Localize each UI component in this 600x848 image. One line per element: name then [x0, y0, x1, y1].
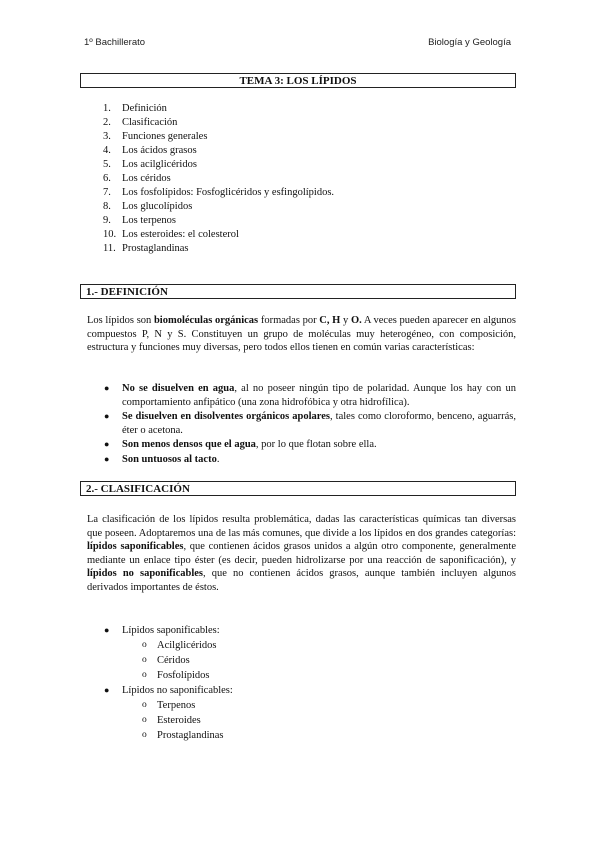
bold-term: biomoléculas orgánicas: [153, 315, 259, 326]
toc-item: [103, 214, 334, 228]
bullet-icon: ●: [104, 625, 110, 635]
toc-item: [103, 186, 334, 200]
bold-term: O.: [350, 315, 362, 326]
text-run: , que no contienen ácidos grasos, aunque también incluyen algunos derivados importantes de éstos.: [87, 568, 516, 593]
toc-item: [103, 228, 334, 242]
definition-paragraph: [87, 314, 516, 355]
toc-label: Funciones generales: [122, 131, 208, 142]
list-item: [104, 410, 516, 437]
text-run: , que contienen ácidos grasos unidos a algún otro componente, generalmente mediante un enlace tipo éster (es decir, pueden hidrolizarse por una reacción de saponificación), y: [87, 541, 516, 566]
toc-item: [103, 158, 334, 172]
toc-number: 10.: [103, 229, 117, 240]
circle-bullet-icon: o: [142, 700, 147, 710]
sub-list-item: [122, 713, 233, 728]
text-run: La clasificación de los lípidos resulta problemática, dadas las características químicas tan diversas que poseen. Adoptaremos una de las más comunes, que divide a los lípidos en dos grandes categorías:: [87, 514, 516, 539]
section-heading-text: 1.- DEFINICIÓN: [86, 286, 168, 298]
text-run: , tales como cloroformo, benceno, aguarrás, éter o acetona.: [122, 411, 516, 436]
sub-item-label: Fosfolípidos: [157, 670, 210, 681]
sub-item-label: Esteroides: [157, 715, 201, 726]
toc-number: 11.: [103, 243, 116, 254]
group-label: Lípidos saponificables:: [122, 625, 220, 636]
toc-number: 3.: [103, 131, 111, 142]
text-run: , por lo que flotan sobre ella.: [255, 439, 377, 450]
list-item: [104, 382, 516, 409]
section-heading-text: 2.- CLASIFICACIÓN: [86, 483, 190, 495]
toc-label: Definición: [122, 103, 167, 114]
classification-paragraph: [87, 513, 516, 594]
bold-term: C, H: [319, 315, 341, 326]
circle-bullet-icon: o: [142, 670, 147, 680]
classification-list: [104, 623, 233, 743]
toc-number: 2.: [103, 117, 111, 128]
table-of-contents: [103, 102, 334, 256]
toc-item: [103, 172, 334, 186]
section-heading-definicion: [80, 284, 516, 299]
toc-number: 9.: [103, 215, 111, 226]
list-item: [104, 438, 516, 452]
bold-term: Son menos densos que el agua: [122, 439, 256, 450]
toc-item: [103, 200, 334, 214]
circle-bullet-icon: o: [142, 640, 147, 650]
text-run: formadas por: [258, 315, 320, 326]
sub-item-label: Terpenos: [157, 700, 196, 711]
toc-label: Los céridos: [122, 173, 171, 184]
page-title-text: TEMA 3: LOS LÍPIDOS: [239, 75, 357, 87]
bullet-icon: ●: [104, 685, 110, 695]
bold-term: No se disuelven en agua: [122, 383, 235, 394]
section-heading-clasificacion: [80, 481, 516, 496]
circle-bullet-icon: o: [142, 715, 147, 725]
circle-bullet-icon: o: [142, 730, 147, 740]
bold-term: lípidos saponificables: [87, 541, 184, 552]
group-label: Lípidos no saponificables:: [122, 685, 233, 696]
page-title: [80, 73, 516, 88]
toc-label: Los esteroides: el colesterol: [122, 229, 239, 240]
toc-item: [103, 116, 334, 130]
header-subject: Biología y Geología: [428, 37, 511, 48]
text-run: y: [340, 315, 351, 326]
toc-number: 4.: [103, 145, 111, 156]
list-item: [104, 683, 233, 743]
bullet-icon: ●: [104, 439, 110, 449]
sub-item-label: Acilglicéridos: [157, 640, 217, 651]
list-item: [104, 453, 516, 467]
sub-list-item: [122, 653, 233, 668]
toc-item: [103, 130, 334, 144]
toc-number: 1.: [103, 103, 111, 114]
circle-bullet-icon: o: [142, 655, 147, 665]
text-run: Los lípidos son: [87, 315, 154, 326]
toc-label: Los acilglicéridos: [122, 159, 197, 170]
sub-item-label: Prostaglandinas: [157, 730, 224, 741]
toc-label: Clasificación: [122, 117, 178, 128]
bullet-icon: ●: [104, 383, 110, 393]
header-course: 1º Bachillerato: [84, 37, 146, 48]
toc-number: 8.: [103, 201, 111, 212]
toc-number: 5.: [103, 159, 111, 170]
toc-item: [103, 144, 334, 158]
sub-list-item: [122, 698, 233, 713]
toc-label: Los terpenos: [122, 215, 176, 226]
bold-term: lípidos no saponificables: [87, 568, 204, 579]
toc-label: Los glucolípidos: [122, 201, 193, 212]
bold-term: Son untuosos al tacto: [122, 453, 217, 465]
sub-list: [122, 698, 233, 743]
toc-item: [103, 242, 334, 256]
characteristics-list: [104, 382, 516, 467]
text-run: , al no poseer ningún tipo de polaridad. Aunque los hay con un comportamiento anfipático (una zona hidrofóbica y otra hidrofílica).: [122, 383, 516, 408]
sub-list-item: [122, 638, 233, 653]
list-item: [104, 623, 233, 683]
bullet-icon: ●: [104, 411, 110, 421]
sub-list-item: [122, 668, 233, 683]
toc-label: Los fosfolípidos: Fosfoglicéridos y esfingolípidos.: [122, 187, 335, 198]
sub-list-item: [122, 728, 233, 743]
toc-number: 7.: [103, 187, 111, 198]
text-run: .: [216, 453, 220, 465]
sub-list: [122, 638, 233, 683]
toc-label: Prostaglandinas: [122, 243, 189, 254]
sub-item-label: Céridos: [157, 655, 190, 666]
toc-item: [103, 102, 334, 116]
bold-term: Se disuelven en disolventes orgánicos apolares: [122, 411, 331, 422]
text-run: A veces pueden aparecer en algunos compuestos P, N y S. Constituyen un grupo de moléculas muy heterogéneo, con composición, estructura y funciones muy diversas, pero todos ellos tienen en común varias características:: [87, 315, 516, 353]
bullet-icon: ●: [104, 453, 110, 464]
toc-label: Los ácidos grasos: [122, 145, 197, 156]
toc-number: 6.: [103, 173, 111, 184]
